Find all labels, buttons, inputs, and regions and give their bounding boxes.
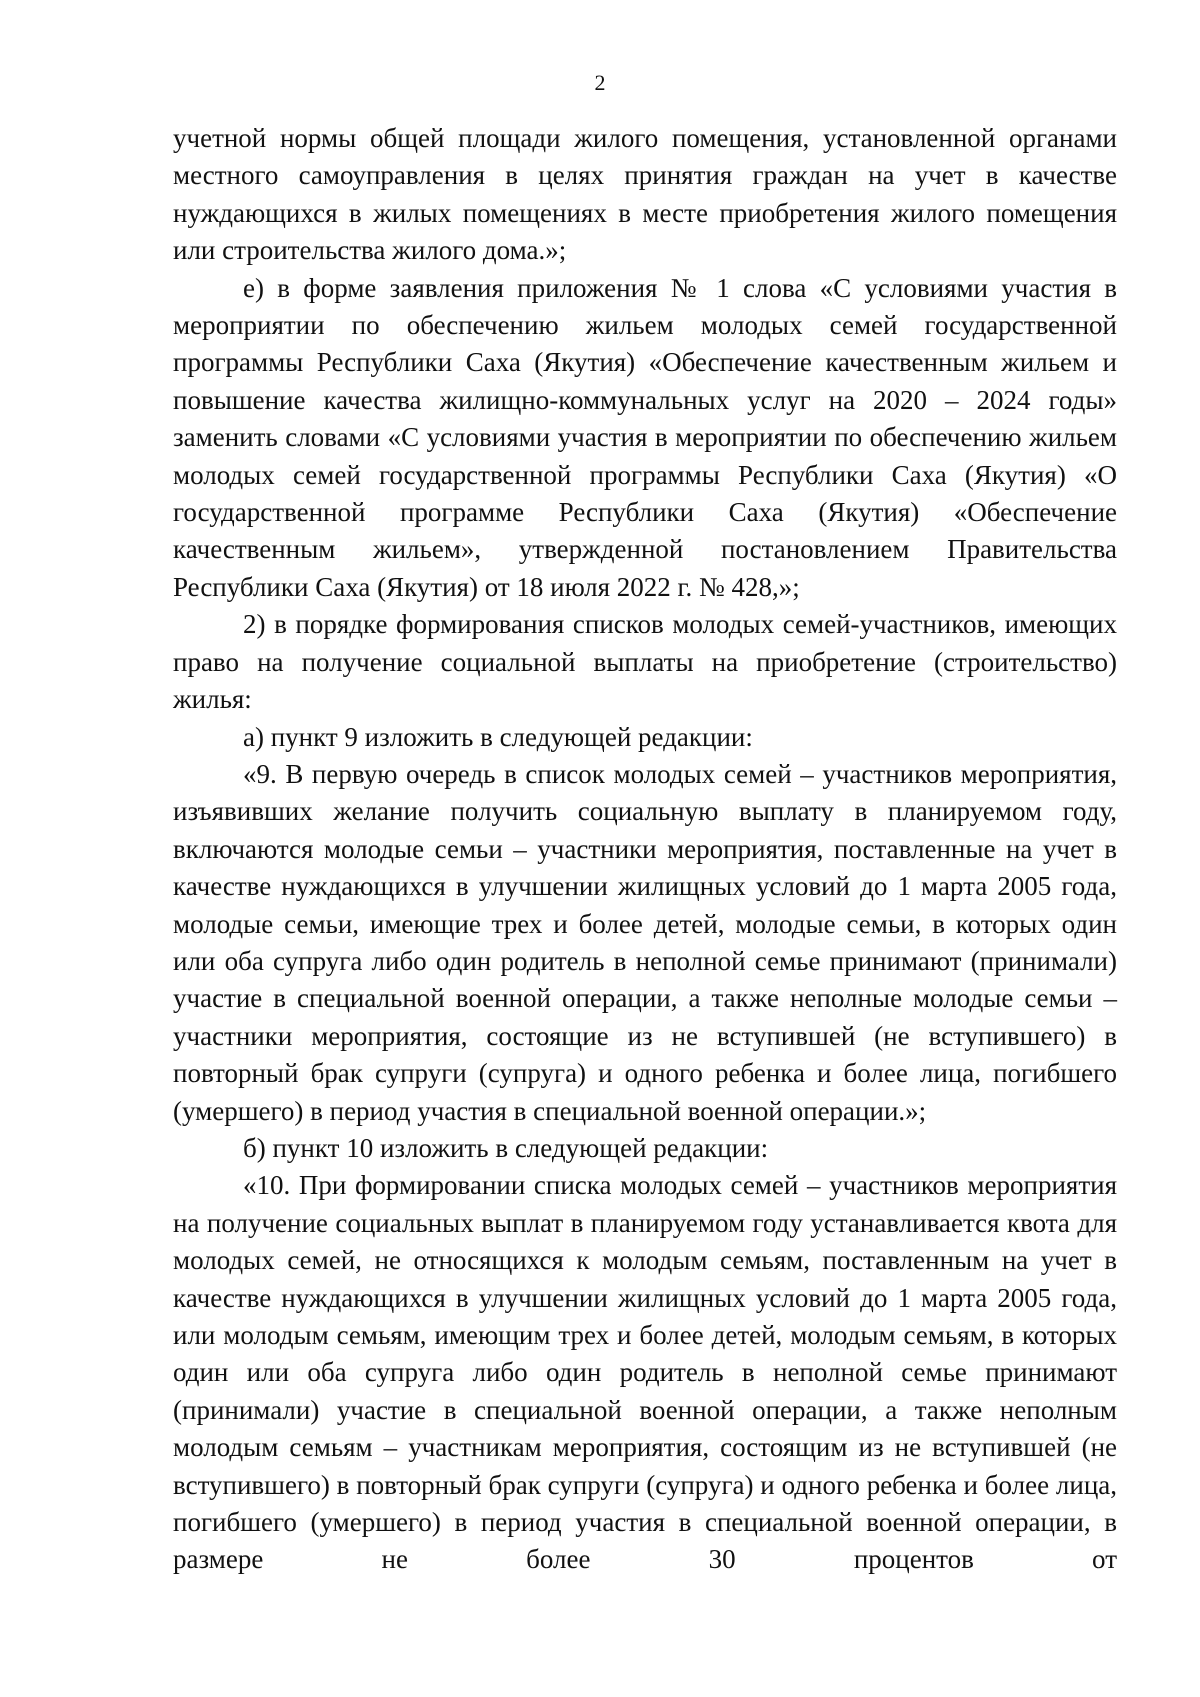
paragraph-item-2: 2) в порядке формирования списков молодых семей-участников, имеющих право на получение социальной выплаты на приобретение (строительство) жилья: bbox=[173, 609, 1117, 715]
paragraph-item-b: б) пункт 10 изложить в следующей редакции: bbox=[243, 1132, 769, 1163]
paragraph-clause-10: «10. При формировании списка молодых семей – участников мероприятия на получение социальных выплат в планируемом году устанавливается квота для молодых семей, не относящихся к молодым семьям, поставленным на учет в качестве нуждающихся в улучшении жилищных условий до 1 марта 2005 года, или молодым семьям, имеющим трех и более детей, молодым семьям, в которых один или оба супруга либо один родитель в неполной семье принимают (принимали) участие в специальной военной операции, а также неполным молодым семьям – участникам мероприятия, состоящим из не вступившей (не вступившего) в повторный брак супруги (супруга) и одного ребенка и более лица, погибшего (умершего) в период участия в специальной военной операции, в размере не более 30 процентов от bbox=[173, 1170, 1117, 1575]
page-number: 2 bbox=[594, 70, 606, 95]
document-body bbox=[173, 120, 1117, 1579]
paragraph-item-e: е) в форме заявления приложения № 1 слова «С условиями участия в мероприятии по обеспечению жильем молодых семей государственной программы Республики Саха (Якутия) «Обеспечение качественным жильем и повышение качества жилищно-коммунальных услуг на 2020 – 2024 годы» заменить словами «С условиями участия в мероприятии по обеспечению жильем молодых семей государственной программы Республики Саха (Якутия) «О государственной программе Республики Саха (Якутия) «Обеспечение качественным жильем», утвержденной постановлением Правительства Республики Саха (Якутия) от 18 июля 2022 г. № 428,»; bbox=[173, 272, 1117, 602]
paragraph-item-a: а) пункт 9 изложить в следующей редакции: bbox=[243, 721, 753, 752]
paragraph-clause-9: «9. В первую очередь в список молодых семей – участников мероприятия, изъявивших желание получить социальную выплату в планируемом году, включаются молодые семьи – участники мероприятия, поставленные на учет в качестве нуждающихся в улучшении жилищных условий до 1 марта 2005 года, молодые семьи, имеющие трех и более детей, молодые семьи, в которых один или оба супруга либо один родитель в неполной семье принимают (принимали) участие в специальной военной операции, а также неполные молодые семьи – участники мероприятия, состоящие из не вступившей (не вступившего) в повторный брак супруги (супруга) и одного ребенка и более лица, погибшего (умершего) в период участия в специальной военной операции.»; bbox=[173, 758, 1117, 1126]
paragraph-continuation: учетной нормы общей площади жилого помещения, установленной органами местного самоуправления в целях принятия граждан на учет в качестве нуждающихся в жилых помещениях в месте приобретения жилого помещения или строительства жилого дома.»; bbox=[173, 123, 1117, 266]
